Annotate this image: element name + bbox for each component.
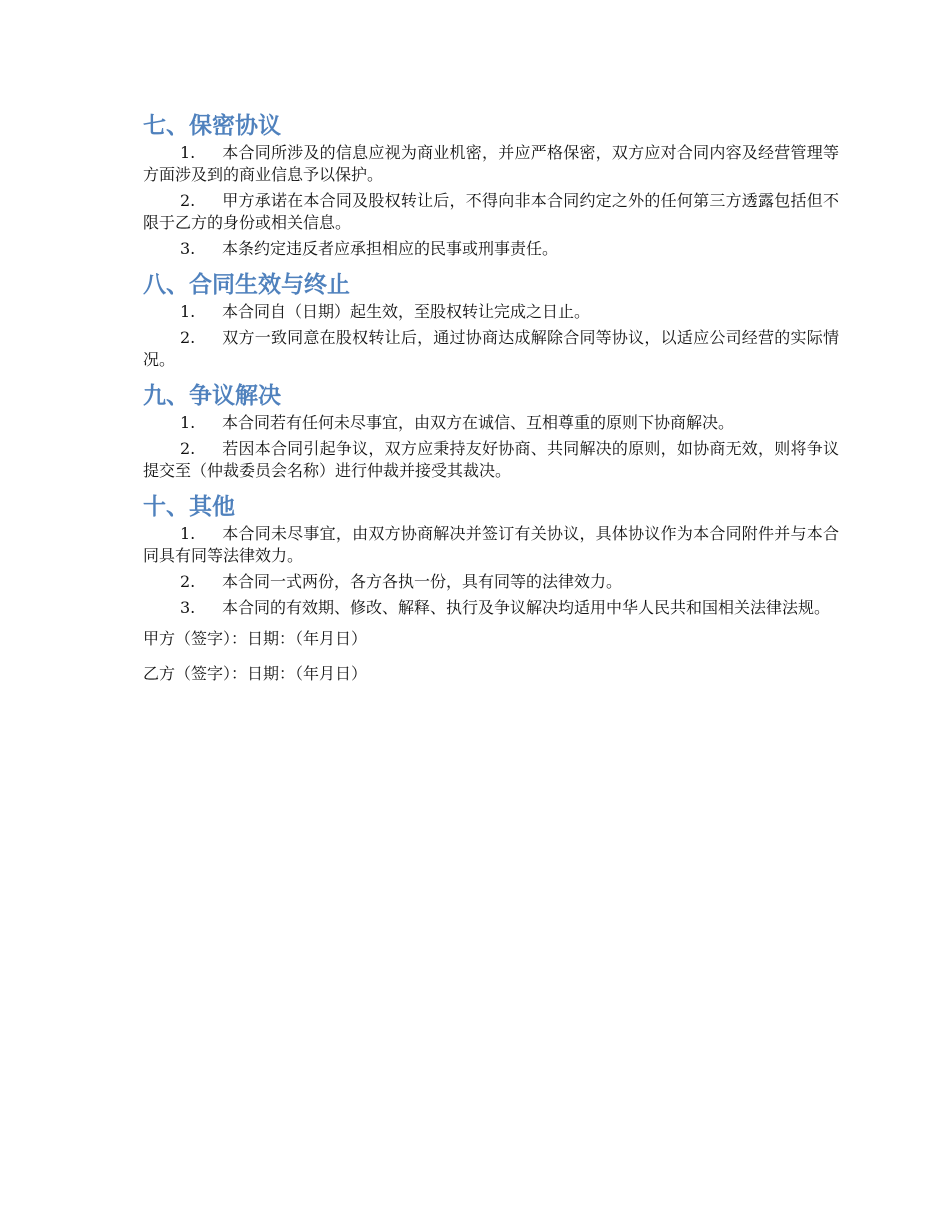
section-confidentiality [143, 110, 839, 260]
list-item [143, 301, 839, 323]
list-item [143, 571, 839, 593]
list-item [143, 238, 839, 260]
signature-party-b: 乙方（签字）：日期：（年月日） [143, 664, 368, 683]
item-text: 本合同未尽事宜，由双方协商解决并签订有关协议，具体协议作为本合同附件并与本合同具有同等法律效力。 [143, 524, 839, 565]
item-number: 1. [180, 302, 196, 321]
list-item [143, 438, 839, 482]
item-text: 本合同的有效期、修改、解释、执行及争议解决均适用中华人民共和国相关法律法规。 [222, 598, 831, 617]
item-number: 3. [180, 598, 196, 617]
list-item [143, 142, 839, 186]
item-text: 本合同一式两份，各方各执一份，具有同等的法律效力。 [222, 572, 623, 591]
item-number: 2. [180, 191, 196, 210]
item-number: 2. [180, 439, 196, 458]
list-item [143, 597, 839, 619]
item-text: 甲方承诺在本合同及股权转让后，不得向非本合同约定之外的任何第三方透露包括但不限于乙方的身份或相关信息。 [143, 191, 839, 232]
list-item [143, 523, 839, 567]
item-text: 本合同所涉及的信息应视为商业机密，并应严格保密，双方应对合同内容及经营管理等方面涉及到的商业信息予以保护。 [143, 143, 839, 184]
section-effectiveness [143, 269, 839, 371]
section-heading: 十、其他 [143, 494, 235, 520]
item-text: 双方一致同意在股权转让后，通过协商达成解除合同等协议，以适应公司经营的实际情况。 [143, 328, 839, 369]
list-item [143, 412, 839, 434]
item-number: 1. [180, 143, 196, 162]
item-text: 若因本合同引起争议，双方应秉持友好协商、共同解决的原则，如协商无效，则将争议提交至（仲裁委员会名称）进行仲裁并接受其裁决。 [143, 439, 839, 480]
section-heading: 七、保密协议 [143, 113, 281, 139]
section-heading: 八、合同生效与终止 [143, 272, 350, 298]
item-number: 1. [180, 524, 196, 543]
item-text: 本合同自（日期）起生效，至股权转让完成之日止。 [222, 302, 591, 321]
document-page [143, 110, 839, 685]
list-item [143, 327, 839, 371]
item-text: 本条约定违反者应承担相应的民事或刑事责任。 [222, 239, 559, 258]
item-number: 1. [180, 413, 196, 432]
item-number: 2. [180, 328, 196, 347]
section-others [143, 491, 839, 619]
section-heading: 九、争议解决 [143, 383, 281, 409]
list-item [143, 190, 839, 234]
signature-party-a: 甲方（签字）：日期：（年月日） [143, 629, 368, 648]
section-dispute [143, 380, 839, 482]
item-number: 3. [180, 239, 196, 258]
item-text: 本合同若有任何未尽事宜，由双方在诚信、互相尊重的原则下协商解决。 [222, 413, 735, 432]
item-number: 2. [180, 572, 196, 591]
